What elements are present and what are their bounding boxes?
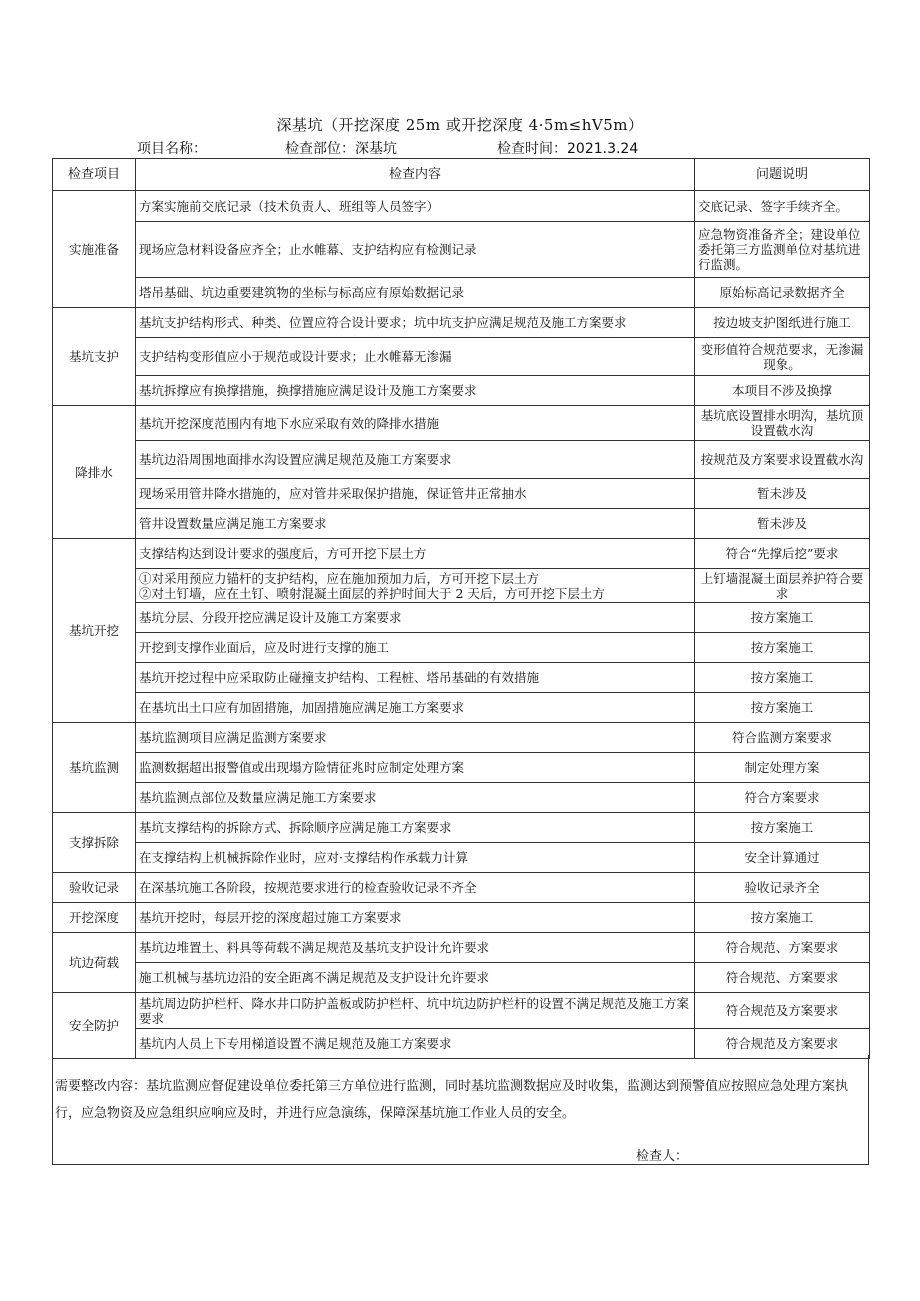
table-row [53, 813, 870, 843]
inspection-table [52, 158, 870, 1059]
header-item: 检查项目 [53, 159, 136, 191]
table-header-row [53, 159, 870, 191]
note-cell: 按方案施工 [695, 693, 870, 723]
content-cell: 基坑监测点部位及数量应满足施工方案要求 [136, 783, 695, 813]
content-cell: 基坑开挖过程中应采取防止碰撞支护结构、工程桩、塔吊基础的有效措施 [136, 663, 695, 693]
content-cell: 监测数据超出报警值或出现塌方险情征兆时应制定处理方案 [136, 753, 695, 783]
content-cell: 基坑支撑结构的拆除方式、拆除顺序应满足施工方案要求 [136, 813, 695, 843]
note-cell: 符合规范及方案要求 [695, 1029, 870, 1059]
table-row [53, 723, 870, 753]
table-row [53, 693, 870, 723]
inspection-time-label: 检查时间：2021.3.24 [497, 141, 639, 157]
content-cell: 支撑结构达到设计要求的强度后，方可开挖下层土方 [136, 539, 695, 569]
table-row [53, 873, 870, 903]
category-cell: 基坑支护 [53, 308, 136, 406]
content-cell [136, 569, 695, 603]
note-cell: 按方案施工 [695, 813, 870, 843]
table-row [53, 376, 870, 406]
table-row [53, 843, 870, 873]
table-row [53, 569, 870, 603]
note-cell: 本项目不涉及换撑 [695, 376, 870, 406]
category-cell: 基坑监测 [53, 723, 136, 813]
table-row [53, 222, 870, 278]
note-cell: 符合“先撑后挖”要求 [695, 539, 870, 569]
rectification-text: 需要整改内容：基坑监测应督促建设单位委托第三方单位进行监测，同时基坑监测数据应及时收集，监测达到预警值应按照应急处理方案执行，应急物资及应急组织应响应及时，并进行应急演练，保障深基坑施工作业人员的安全。 [55, 1079, 849, 1121]
table-row [53, 633, 870, 663]
content-cell: 支护结构变形值应小于规范或设计要求；止水帷幕无渗漏 [136, 338, 695, 376]
table-row [53, 509, 870, 539]
note-cell: 暂未涉及 [695, 509, 870, 539]
note-cell: 符合规范、方案要求 [695, 933, 870, 963]
note-cell: 按方案施工 [695, 663, 870, 693]
category-cell: 支撑拆除 [53, 813, 136, 873]
category-cell: 降排水 [53, 406, 136, 539]
note-cell: 按方案施工 [695, 903, 870, 933]
category-cell: 验收记录 [53, 873, 136, 903]
content-cell: 基坑内人员上下专用梯道设置不满足规范及施工方案要求 [136, 1029, 695, 1059]
note-cell: 符合规范及方案要求 [695, 993, 870, 1029]
content-cell: 基坑拆撑应有换撑措施，换撑措施应满足设计及施工方案要求 [136, 376, 695, 406]
note-cell: 符合监测方案要求 [695, 723, 870, 753]
table-row [53, 191, 870, 222]
note-cell: 上钉墙混凝土面层养护符合要求 [695, 569, 870, 603]
content-cell: 管井设置数量应满足施工方案要求 [136, 509, 695, 539]
note-cell: 符合方案要求 [695, 783, 870, 813]
note-cell: 验收记录齐全 [695, 873, 870, 903]
table-row [53, 338, 870, 376]
note-cell: 暂未涉及 [695, 479, 870, 509]
content-line: ②对土钉墙，应在土钉、喷射混凝土面层的养护时间大于 2 天后，方可开挖下层土方 [139, 585, 605, 601]
table-row [53, 753, 870, 783]
content-cell: 基坑开挖深度范围内有地下水应采取有效的降排水措施 [136, 406, 695, 441]
note-cell: 按方案施工 [695, 633, 870, 663]
table-row [53, 603, 870, 633]
content-cell: 基坑边堆置土、料具等荷载不满足规范及基坑支护设计允许要求 [136, 933, 695, 963]
note-cell: 交底记录、签字手续齐全。 [695, 191, 870, 222]
note-cell: 制定处理方案 [695, 753, 870, 783]
rectification-box [52, 1055, 869, 1165]
category-cell: 坑边荷载 [53, 933, 136, 993]
table-row [53, 783, 870, 813]
note-cell: 按边坡支护图纸进行施工 [695, 308, 870, 338]
document-title: 深基坑（开挖深度 25m 或开挖深度 4·5m≤hV5m） [276, 116, 644, 134]
table-row [53, 406, 870, 441]
content-cell: 开挖到支撑作业面后，应及时进行支撑的施工 [136, 633, 695, 663]
table-row [53, 903, 870, 933]
content-cell: 在支撑结构上机械拆除作业时，应对·支撑结构作承载力计算 [136, 843, 695, 873]
content-cell: 塔吊基础、坑边重要建筑物的坐标与标高应有原始数据记录 [136, 278, 695, 308]
content-cell: 在基坑出土口应有加固措施，加固措施应满足施工方案要求 [136, 693, 695, 723]
category-cell: 开挖深度 [53, 903, 136, 933]
header-note: 问题说明 [695, 159, 870, 191]
content-cell: 在深基坑施工各阶段，按规范要求进行的检查验收记录不齐全 [136, 873, 695, 903]
content-cell: 基坑边沿周围地面排水沟设置应满足规范及施工方案要求 [136, 441, 695, 479]
category-cell: 安全防护 [53, 993, 136, 1059]
table-row [53, 1029, 870, 1059]
project-name-label: 项目名称： [137, 141, 207, 157]
content-cell: 基坑支护结构形式、种类、位置应符合设计要求；坑中坑支护应满足规范及施工方案要求 [136, 308, 695, 338]
table-row [53, 441, 870, 479]
content-cell: 基坑开挖时，每层开挖的深度超过施工方案要求 [136, 903, 695, 933]
content-line: ①对采用预应力锚杆的支护结构，应在施加预加力后，方可开挖下层土方 [139, 570, 540, 586]
inspector-label: 检查人： [636, 1149, 689, 1164]
note-cell: 应急物资准备齐全；建设单位委托第三方监测单位对基坑进行监测。 [695, 222, 870, 278]
table-row [53, 933, 870, 963]
table-row [53, 993, 870, 1029]
content-cell: 现场采用管井降水措施的，应对管井采取保护措施，保证管井正常抽水 [136, 479, 695, 509]
note-cell: 符合规范、方案要求 [695, 963, 870, 993]
content-cell: 基坑周边防护栏杆、降水井口防护盖板或防护栏杆、坑中坑边防护栏杆的设置不满足规范及施工方案要求 [136, 993, 695, 1029]
note-cell: 安全计算通过 [695, 843, 870, 873]
header-content: 检查内容 [136, 159, 695, 191]
category-cell: 实施准备 [53, 191, 136, 308]
content-cell: 现场应急材料设备应齐全；止水帷幕、支护结构应有检测记录 [136, 222, 695, 278]
note-cell: 按规范及方案要求设置截水沟 [695, 441, 870, 479]
table-row [53, 663, 870, 693]
category-cell: 基坑开挖 [53, 539, 136, 723]
table-row [53, 479, 870, 509]
content-cell: 方案实施前交底记录（技术负责人、班组等人员签字） [136, 191, 695, 222]
table-row [53, 308, 870, 338]
note-cell: 变形值符合规范要求，无渗漏现象。 [695, 338, 870, 376]
content-cell: 基坑分层、分段开挖应满足设计及施工方案要求 [136, 603, 695, 633]
table-row [53, 963, 870, 993]
content-cell: 基坑监测项目应满足监测方案要求 [136, 723, 695, 753]
note-cell: 基坑底设置排水明沟，基坑顶设置截水沟 [695, 406, 870, 441]
meta-row [0, 138, 920, 158]
inspection-part-label: 检查部位：深基坑 [285, 141, 397, 157]
note-cell: 按方案施工 [695, 603, 870, 633]
table-row [53, 539, 870, 569]
content-cell: 施工机械与基坑边沿的安全距离不满足规范及支护设计允许要求 [136, 963, 695, 993]
table-row [53, 278, 870, 308]
note-cell: 原始标高记录数据齐全 [695, 278, 870, 308]
